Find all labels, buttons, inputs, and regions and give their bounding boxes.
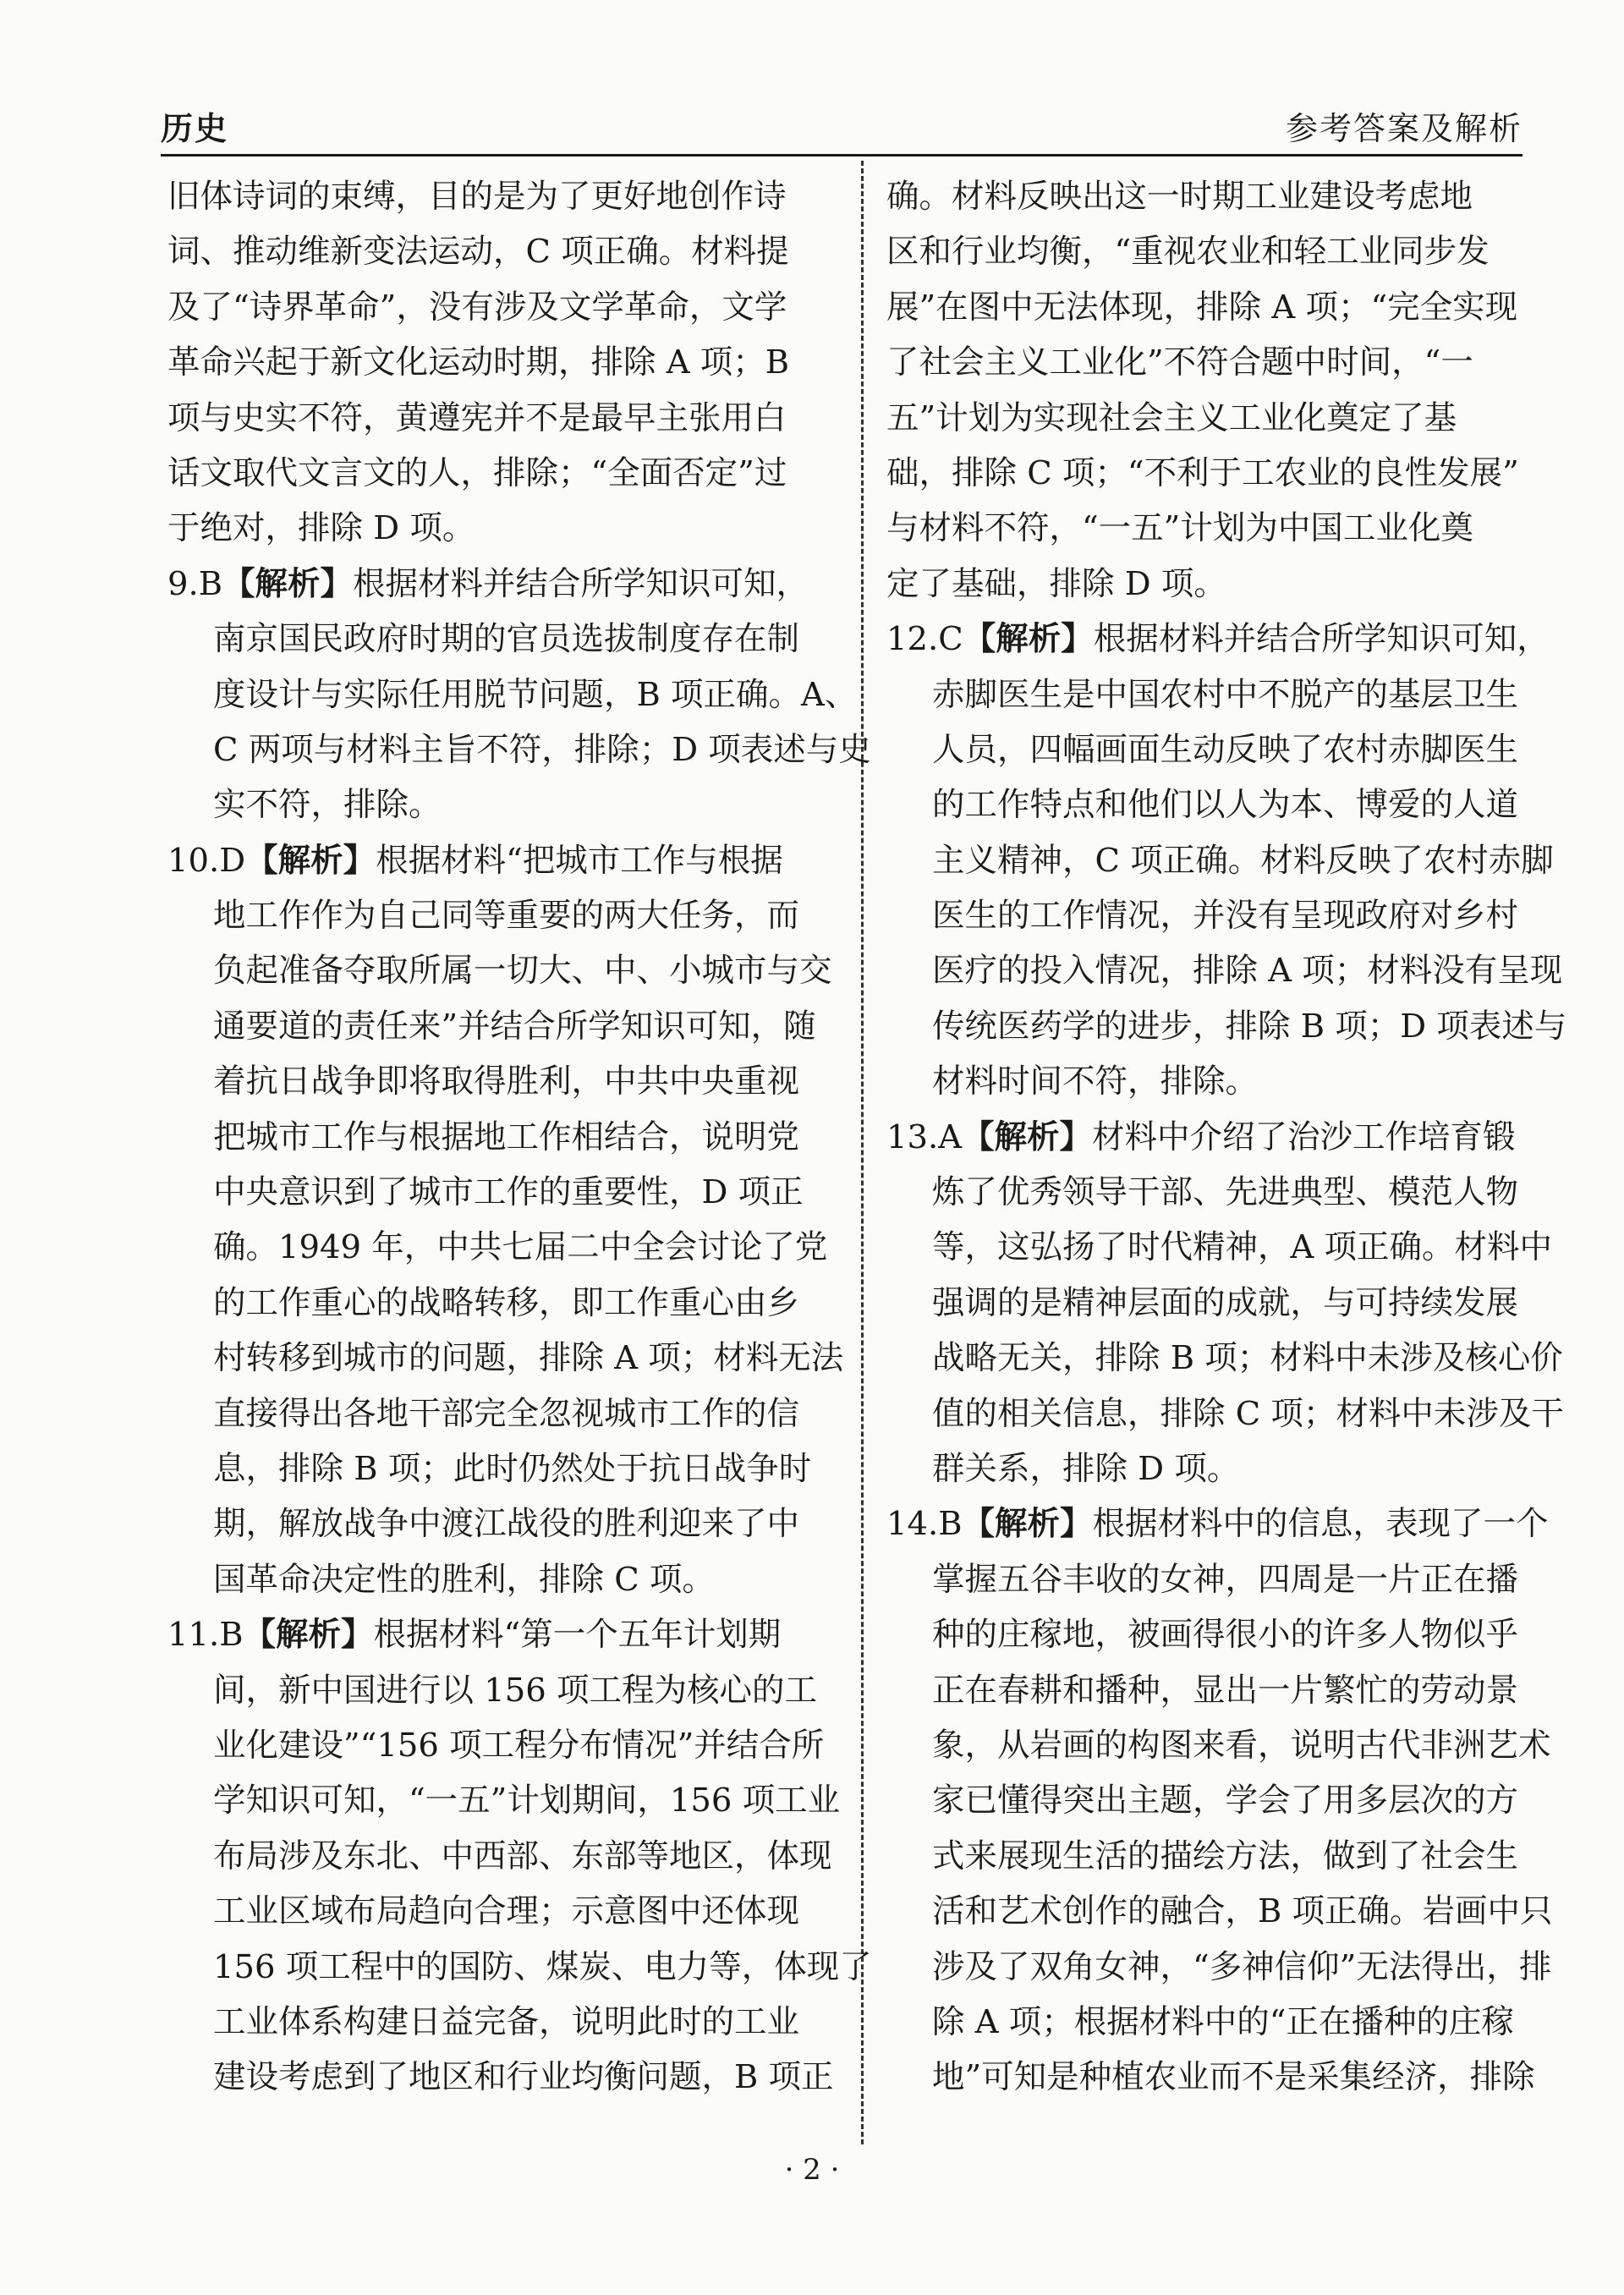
text-line	[886, 1331, 1563, 1386]
answer-item	[167, 1607, 872, 2106]
line-text: 除 A 项；根据材料中的“正在播种的庄稼	[932, 2002, 1514, 2041]
line-text: 期，解放战争中渡江战役的胜利迎来了中	[213, 1505, 800, 1544]
page-header	[161, 110, 1522, 156]
line-text: 国革命决定性的胜利，排除 C 项。	[213, 1560, 715, 1599]
line-text: 主义精神，C 项正确。材料反映了农村赤脚	[932, 841, 1554, 880]
text-line	[886, 446, 1529, 501]
line-text: 话文取代文言文的人，排除；“全面否定”过	[167, 453, 787, 492]
text-line	[886, 888, 1529, 943]
text-line	[167, 224, 836, 279]
left-column	[167, 169, 872, 2106]
line-text: 根据材料并结合所学知识可知，	[1093, 620, 1550, 659]
text-line	[167, 1829, 836, 1884]
line-text: 根据材料并结合所学知识可知，	[353, 564, 809, 603]
line-text: 础，排除 C 项；“不利于工农业的良性发展”	[886, 453, 1519, 492]
question-number: 14.B	[886, 1505, 963, 1544]
text-line	[886, 1386, 1564, 1441]
text-line	[886, 1054, 1529, 1109]
line-text: 医生的工作情况，并没有呈现政府对乡村	[932, 897, 1519, 936]
line-text: 正在春耕和播种，显出一片繁忙的劳动景	[932, 1671, 1519, 1710]
text-line	[886, 1995, 1529, 2050]
text-line	[167, 446, 836, 501]
line-text: 的工作重心的战略转移，即工作重心由乡	[213, 1283, 800, 1322]
text-line	[167, 1386, 836, 1441]
text-line	[886, 1165, 1529, 1220]
text-line	[886, 2050, 1535, 2105]
column-divider	[861, 161, 864, 2144]
line-text: 炼了优秀领导干部、先进典型、模范人物	[932, 1173, 1519, 1212]
line-text: 负起准备夺取所属一切大、中、小城市与交	[213, 952, 832, 991]
line-text: 医疗的投入情况，排除 A 项；材料没有呈现	[932, 952, 1563, 991]
line-text: 活和艺术创作的融合，B 项正确。岩画中只	[932, 1892, 1553, 1931]
line-text: 工业区域布局趋向合理；示意图中还体现	[213, 1892, 800, 1931]
line-text: 群关系，排除 D 项。	[932, 1449, 1240, 1488]
text-line	[167, 1220, 836, 1275]
answer-item	[886, 1496, 1553, 2105]
line-text: 人员，四幅画面生动反映了农村赤脚医生	[932, 730, 1519, 769]
line-text: 根据材料“把城市工作与根据	[376, 841, 783, 880]
text-line	[167, 1884, 836, 1939]
line-text: 词、推动维新变法运动，C 项正确。材料提	[167, 233, 789, 272]
line-text: 中央意识到了城市工作的重要性，D 项正	[213, 1173, 804, 1212]
text-line	[167, 280, 836, 335]
line-text: 革命兴起于新文化运动时期，排除 A 项；B	[167, 343, 790, 382]
text-line	[167, 501, 836, 556]
line-text: 南京国民政府时期的官员选拔制度存在制	[213, 620, 800, 659]
text-line	[886, 1110, 1529, 1165]
text-line	[167, 169, 836, 224]
line-text: 家已懂得突出主题，学会了用多层次的方	[932, 1782, 1519, 1820]
text-line	[167, 999, 836, 1054]
line-text: 五”计划为实现社会主义工业化奠定了基	[886, 398, 1457, 437]
text-line	[167, 1110, 836, 1165]
text-line	[167, 1331, 844, 1386]
line-text: 根据材料中的信息，表现了一个	[1092, 1505, 1549, 1544]
line-text: 项与史实不符，黄遵宪并不是最早主张用白	[167, 398, 787, 437]
line-text: 直接得出各地干部完全忽视城市工作的信	[213, 1394, 800, 1433]
text-line	[167, 1054, 836, 1109]
text-line	[886, 1276, 1529, 1331]
line-text: 掌握五谷丰收的女神，四周是一片正在播	[932, 1560, 1519, 1599]
text-line	[167, 335, 836, 390]
text-line	[886, 999, 1567, 1054]
text-line	[167, 1663, 836, 1718]
text-line	[167, 1607, 836, 1662]
answer-item	[167, 557, 871, 833]
text-line	[886, 1718, 1551, 1773]
line-text: 展”在图中无法体现，排除 A 项；“完全实现	[886, 288, 1518, 327]
text-line	[167, 777, 836, 832]
line-text: 确。1949 年，中共七届二中全会讨论了党	[213, 1228, 828, 1267]
text-line	[167, 1496, 836, 1551]
analysis-tag: 【解析】	[245, 841, 376, 880]
line-text: 通要道的责任来”并结合所学知识可知，随	[213, 1007, 816, 1046]
line-text: C 两项与材料主旨不符，排除；D 项表述与史	[213, 730, 871, 769]
text-line	[167, 391, 836, 446]
question-number: 9.B	[167, 564, 223, 603]
line-text: 村转移到城市的问题，排除 A 项；材料无法	[213, 1339, 844, 1378]
line-text: 于绝对，排除 D 项。	[167, 509, 475, 548]
text-line	[886, 1607, 1529, 1662]
line-text: 涉及了双角女神，“多神信仰”无法得出，排	[932, 1947, 1552, 1986]
line-text: 材料时间不符，排除。	[932, 1062, 1259, 1101]
text-line	[886, 833, 1554, 888]
line-text: 旧体诗词的束缚，目的是为了更好地创作诗	[167, 178, 787, 216]
text-line	[167, 1995, 836, 2050]
text-line	[167, 943, 836, 998]
text-line	[886, 280, 1529, 335]
line-text: 及了“诗界革命”，没有涉及文学革命，文学	[167, 288, 787, 327]
line-text: 着抗日战争即将取得胜利，中共中央重视	[213, 1062, 800, 1101]
line-text: 156 项工程中的国防、煤炭、电力等，体现了	[213, 1947, 872, 1986]
line-text: 工业体系构建日益完备，说明此时的工业	[213, 2002, 800, 2041]
text-line	[167, 722, 871, 777]
text-line	[886, 224, 1529, 279]
question-number: 13.A	[886, 1117, 963, 1156]
text-line	[886, 169, 1529, 224]
answer-continuation	[167, 169, 836, 557]
line-text: 息，排除 B 项；此时仍然处于抗日战争时	[213, 1449, 812, 1488]
text-line	[167, 1165, 836, 1220]
text-line	[167, 2050, 836, 2105]
text-line	[167, 1718, 836, 1773]
line-text: 地工作作为自己同等重要的两大任务，而	[213, 897, 800, 936]
text-line	[886, 1940, 1552, 1995]
analysis-tag: 【解析】	[243, 1616, 374, 1655]
line-text: 布局涉及东北、中西部、东部等地区，体现	[213, 1837, 832, 1875]
text-line	[167, 1276, 836, 1331]
line-text: 了社会主义工业化”不符合题中时间，“一	[886, 343, 1473, 382]
text-line	[167, 833, 836, 888]
text-line	[886, 335, 1529, 390]
line-text: 业化建设”“156 项工程分布情况”并结合所	[213, 1726, 825, 1765]
line-text: 区和行业均衡，“重视农业和轻工业同步发	[886, 233, 1490, 272]
answer-item	[167, 833, 844, 1607]
line-text: 实不符，排除。	[213, 786, 442, 825]
text-line	[167, 1552, 836, 1607]
text-line	[886, 391, 1529, 446]
text-line	[886, 943, 1563, 998]
text-line	[886, 1496, 1549, 1551]
line-text: 象，从岩画的构图来看，说明古代非洲艺术	[932, 1726, 1551, 1765]
line-text: 与材料不符，“一五”计划为中国工业化奠	[886, 509, 1473, 548]
question-number: 10.D	[167, 841, 246, 880]
line-text: 式来展现生活的描绘方法，做到了社会生	[932, 1837, 1519, 1875]
line-text: 确。材料反映出这一时期工业建设考虑地	[886, 178, 1473, 216]
text-line	[886, 667, 1529, 722]
line-text: 间，新中国进行以 156 项工程为核心的工	[213, 1671, 817, 1710]
text-line	[167, 612, 836, 667]
text-line	[886, 777, 1529, 832]
question-number: 11.B	[167, 1616, 244, 1655]
line-text: 赤脚医生是中国农村中不脱产的基层卫生	[932, 675, 1519, 714]
line-text: 传统医药学的进步，排除 B 项；D 项表述与	[932, 1007, 1567, 1046]
text-line	[886, 557, 1529, 612]
line-text: 定了基础，排除 D 项。	[886, 564, 1226, 603]
question-number: 12.C	[886, 620, 963, 659]
section-title: 参考答案及解析	[1285, 110, 1522, 147]
analysis-tag: 【解析】	[962, 1505, 1093, 1544]
line-text: 值的相关信息，排除 C 项；材料中未涉及干	[932, 1394, 1564, 1433]
line-text: 建设考虑到了地区和行业均衡问题，B 项正	[213, 2058, 834, 2097]
text-line	[167, 1441, 836, 1496]
text-line	[886, 612, 1550, 667]
line-text: 等，这弘扬了时代精神，A 项正确。材料中	[932, 1228, 1553, 1267]
answer-continuation	[886, 169, 1529, 612]
answer-item	[886, 612, 1567, 1110]
answer-item	[886, 1110, 1564, 1497]
text-line	[886, 1829, 1529, 1884]
text-line	[886, 1663, 1529, 1718]
line-text: 材料中介绍了治沙工作培育锻	[1092, 1117, 1516, 1156]
text-line	[167, 888, 836, 943]
line-text: 地”可知是种植农业而不是采集经济，排除	[932, 2058, 1535, 2097]
text-line	[167, 667, 858, 722]
text-line	[167, 557, 836, 612]
text-line	[886, 1441, 1529, 1496]
line-text: 把城市工作与根据地工作相结合，说明党	[213, 1117, 800, 1156]
text-line	[167, 1773, 841, 1828]
analysis-tag: 【解析】	[222, 564, 354, 603]
text-line	[886, 1884, 1553, 1939]
line-text: 种的庄稼地，被画得很小的许多人物似乎	[932, 1616, 1519, 1655]
text-line	[886, 722, 1529, 777]
line-text: 强调的是精神层面的成就，与可持续发展	[932, 1283, 1519, 1322]
text-line	[886, 501, 1529, 556]
line-text: 度设计与实际任用脱节问题，B 项正确。A、	[213, 675, 858, 714]
line-text: 学知识可知，“一五”计划期间，156 项工业	[213, 1782, 841, 1820]
line-text: 的工作特点和他们以人为本、博爱的人道	[932, 786, 1519, 825]
text-line	[886, 1552, 1529, 1607]
line-text: 战略无关，排除 B 项；材料中未涉及核心价	[932, 1339, 1563, 1378]
subject-label: 历史	[161, 109, 229, 147]
analysis-tag: 【解析】	[963, 620, 1094, 659]
text-line	[886, 1220, 1553, 1275]
analysis-tag: 【解析】	[962, 1117, 1093, 1156]
right-column	[886, 169, 1567, 2106]
page-number: · 2 ·	[784, 2153, 840, 2187]
text-line	[886, 1773, 1529, 1828]
text-line	[167, 1940, 872, 1995]
line-text: 根据材料“第一个五年计划期	[373, 1616, 782, 1655]
